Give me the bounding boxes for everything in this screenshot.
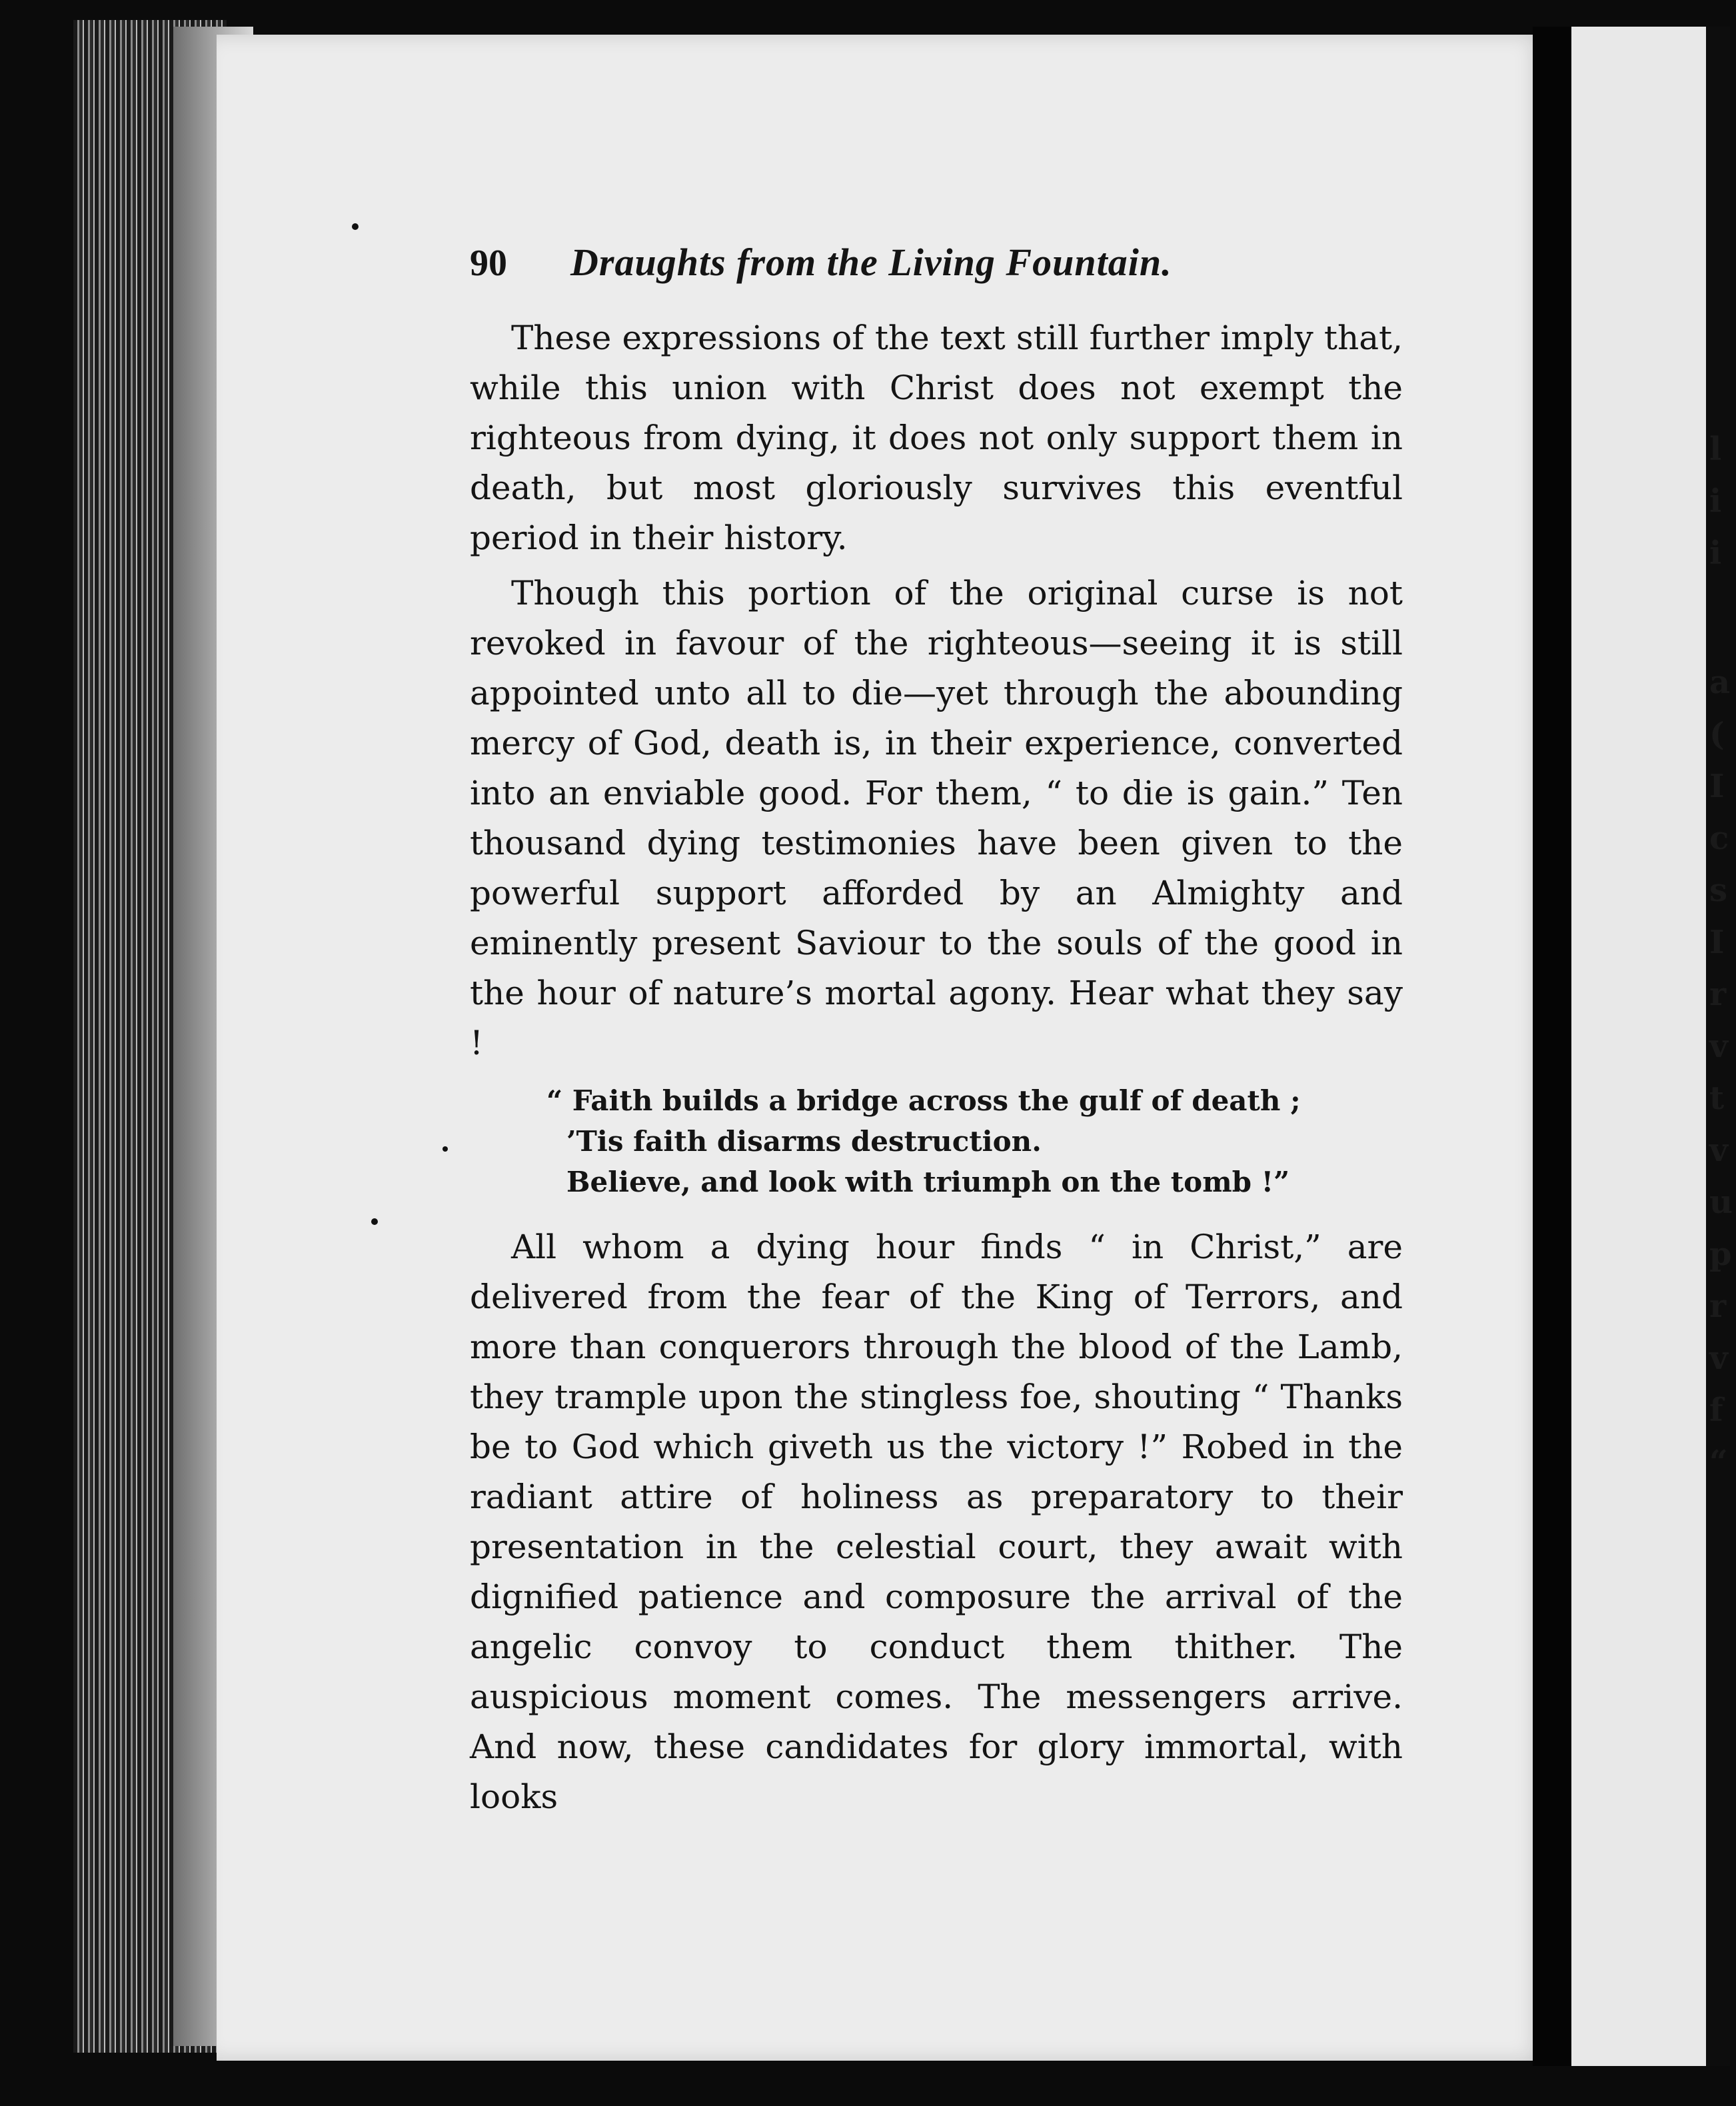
margin-letter: I — [1709, 924, 1725, 961]
margin-letter: s — [1709, 872, 1728, 909]
margin-letter: c — [1709, 820, 1729, 857]
running-head — [470, 240, 1403, 313]
margin-letter: f — [1709, 1392, 1723, 1429]
page-number: 90 — [470, 243, 507, 284]
margin-letter: I — [1709, 768, 1725, 805]
running-title: Draughts from the Living Fountain. — [570, 241, 1172, 284]
book-gutter — [1533, 27, 1571, 2066]
margin-letter: a — [1709, 664, 1731, 701]
scan-speck — [442, 1146, 448, 1152]
margin-letter: “ — [1709, 1444, 1728, 1481]
scan-speck — [371, 1218, 378, 1225]
margin-letter: i — [1709, 534, 1722, 572]
verse-line: “ Faith builds a bridge across the gulf of death ; — [546, 1084, 1301, 1117]
paragraph: Though this portion of the original curse is not revoked in favour of the righteous—seeing it is still appointed unto all to die—yet through the abounding mercy of God, death is, in their experience, converted into an enviable good. For them, “ to die is gain.” Ten thousand dying testimonies have been given to the powerful support afforded by an Almighty and eminently present Saviour to the souls of the good in the hour of nature’s mortal agony. Hear what they say ! — [470, 574, 1403, 1062]
margin-letter: r — [1709, 1288, 1727, 1325]
margin-letter: u — [1709, 1184, 1733, 1221]
margin-letter: t — [1709, 1080, 1725, 1117]
verse-line: Believe, and look with triumph on the tomb !” — [566, 1166, 1290, 1198]
margin-letter: ( — [1709, 716, 1725, 753]
paragraph: These expressions of the text still further imply that, while this union with Christ does not exempt the righteous from dying, it does not only support them in death, but most gloriously survives this eventful period in their history. — [470, 319, 1403, 557]
margin-letter: v — [1709, 1340, 1728, 1377]
page-text — [470, 240, 1403, 1822]
verse-quotation — [546, 1080, 1403, 1202]
adjacent-page-margin-letters — [1709, 0, 1736, 2106]
scan-speck — [352, 223, 359, 230]
paragraph: All whom a dying hour finds “ in Christ,” are delivered from the fear of the King of Terrors, and more than conquerors through the blood of the Lamb, they trample upon the stingless foe, shouting “ Thanks be to God which giveth us the victory !” Robed in the radiant attire of holiness as preparatory to their presentation in the celestial court, they await with dignified patience and composure the arrival of the angelic convoy to conduct them thither. The auspicious moment comes. The messengers arrive. And now, these candidates for glory immortal, with looks — [470, 1228, 1403, 1816]
margin-letter: r — [1709, 976, 1727, 1013]
margin-letter: i — [1709, 483, 1722, 520]
margin-letter: v — [1709, 1132, 1728, 1169]
verse-line: ’Tis faith disarms destruction. — [566, 1125, 1042, 1158]
margin-letter: l — [1709, 431, 1722, 468]
margin-letter: p — [1709, 1236, 1732, 1273]
margin-letter: v — [1709, 1028, 1728, 1065]
